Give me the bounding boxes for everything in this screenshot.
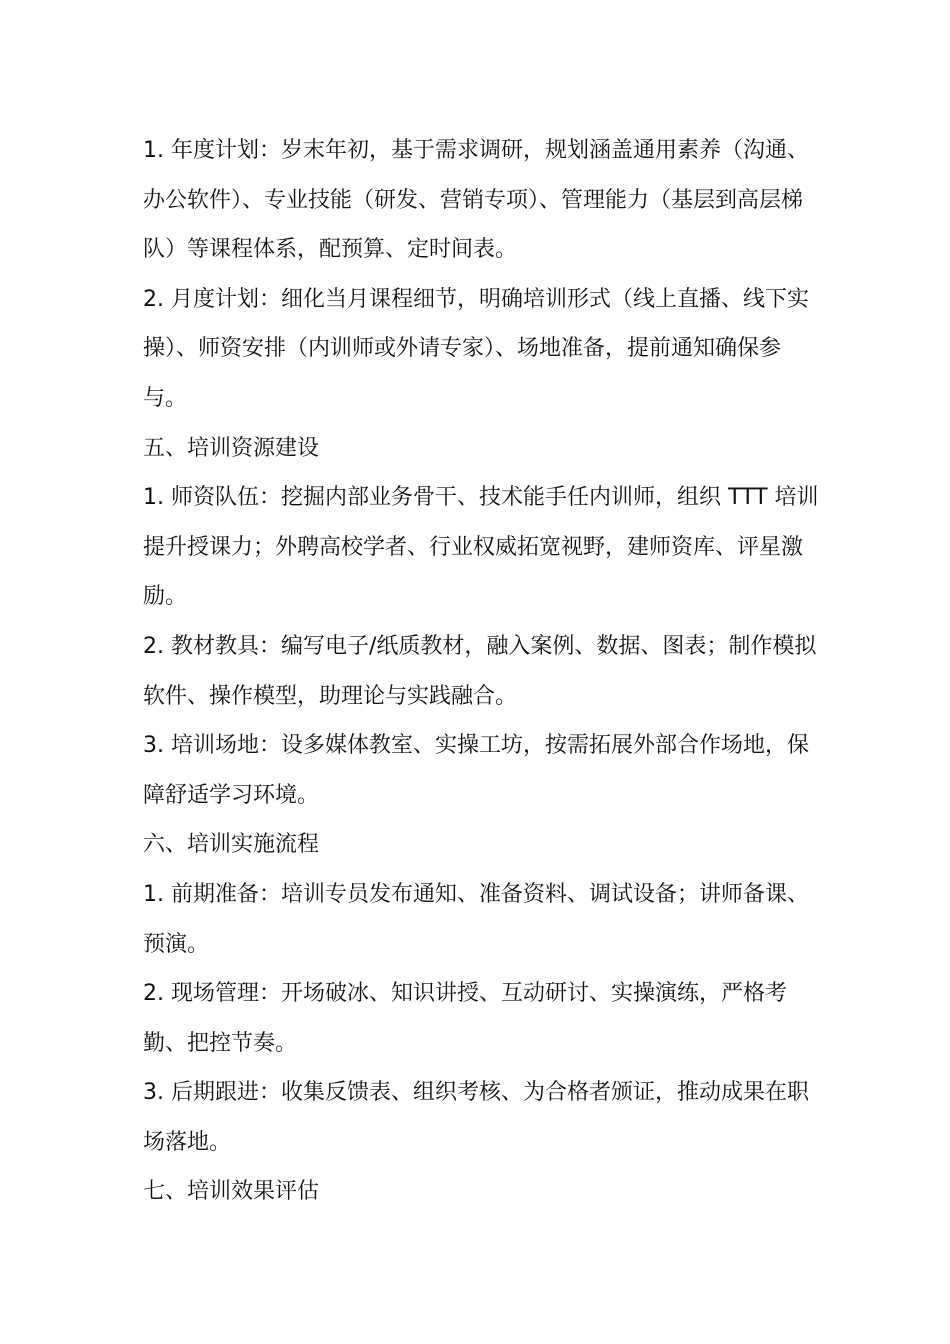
paragraph-onsite-management: 2. 现场管理：开场破冰、知识讲授、互动研讨、实操演练，严格考勤、把控节奏。	[143, 981, 787, 1056]
paragraph-monthly-plan: 2. 月度计划：细化当月课程细节，明确培训形式（线上直播、线下实操）、师资安排（内训师或外请专家）、场地准备，提前通知确保参与。	[143, 286, 809, 411]
paragraph-follow-up: 3. 后期跟进：收集反馈表、组织考核、为合格者颁证，推动成果在职场落地。	[143, 1080, 809, 1155]
paragraph-preparation: 1. 前期准备：培训专员发布通知、准备资料、调试设备；讲师备课、预演。	[143, 881, 809, 957]
section-heading-resources: 五、培训资源建设	[143, 435, 320, 461]
paragraph-materials: 2. 教材教具：编写电子/纸质教材，融入案例、数据、图表；制作模拟软件、操作模型，助理论与实践融合。	[143, 633, 817, 709]
section-heading-evaluation: 七、培训效果评估	[143, 1179, 320, 1205]
paragraph-venue: 3. 培训场地：设多媒体教室、实操工坊，按需拓展外部合作场地，保障舒适学习环境。	[143, 733, 809, 808]
document-body	[143, 126, 823, 1217]
section-heading-process: 六、培训实施流程	[143, 832, 320, 858]
paragraph-faculty: 1. 师资队伍：挖掘内部业务骨干、技术能手任内训师，组织 TTT 培训提升授课力；外聘高校学者、行业权威拓宽视野，建师资库、评星激励。	[143, 485, 819, 610]
paragraph-annual-plan: 1. 年度计划：岁末年初，基于需求调研，规划涵盖通用素养（沟通、办公软件）、专业技能（研发、营销专项）、管理能力（基层到高层梯队）等课程体系，配预算、定时间表。	[143, 138, 809, 263]
